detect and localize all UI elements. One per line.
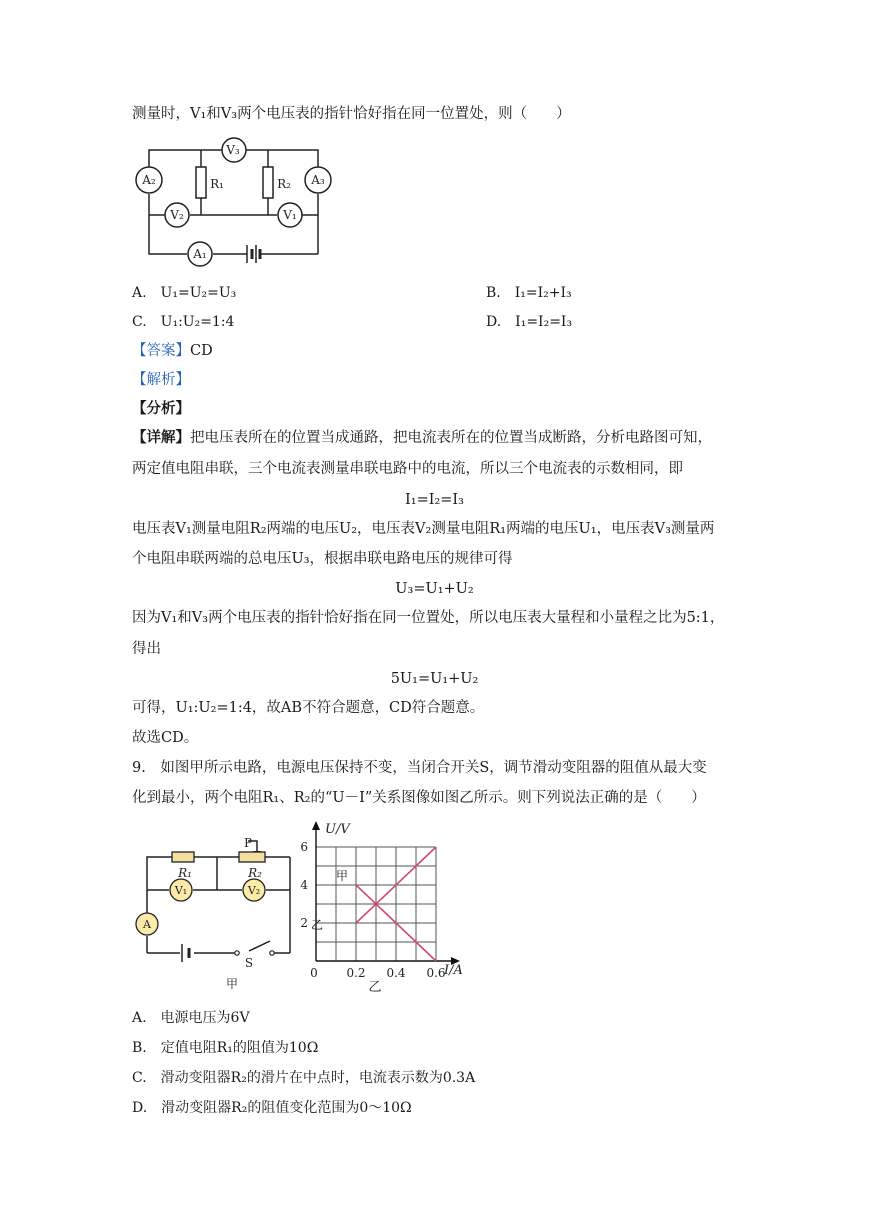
q9-option-d: D. 滑动变阻器R₂的阻值变化范围为0～10Ω	[132, 1100, 412, 1116]
q8-stem: 测量时，V₁和V₃两个电压表的指针恰好指在同一位置处，则（ ）	[132, 106, 571, 122]
q9-stem-1: 9. 如图甲所示电路，电源电压保持不变，当闭合开关S，调节滑动变阻器的阻值从最大变	[132, 760, 707, 776]
x-axis-label: I/A	[444, 963, 463, 978]
q9-s-label: S	[244, 956, 254, 970]
detail-text-1: 把电压表所在的位置当成通路，把电流表所在的位置当成断路，分析电路图可知，	[190, 430, 712, 446]
q9-r1-label: R₁	[178, 866, 192, 880]
x-tick-label: 0.6	[426, 966, 446, 980]
detail-line-6: 得出	[132, 641, 161, 657]
detail-line-5: 因为V₁和V₃两个电压表的指针恰好指在同一位置处，所以电压表大量程和小量程之比为5:1，	[132, 610, 725, 626]
q9-v2-label: V₂	[247, 884, 261, 897]
x-tick-label: 0	[310, 966, 318, 980]
detail-tag: 【详解】	[132, 429, 190, 446]
q9-ui-graph	[300, 816, 475, 996]
q8-a2-label: A₂	[142, 173, 156, 187]
y-tick-label: 6	[300, 840, 308, 854]
q9-v1-label: V₁	[174, 884, 188, 897]
y-axis-label: U/V	[325, 822, 350, 837]
detail-line-3: 电压表V₁测量电阻R₂两端的电压U₂，电压表V₂测量电阻R₁两端的电压U₁，电压表V₃测量两	[132, 521, 715, 537]
x-tick-label: 0.2	[346, 966, 366, 980]
equation-3: 5U₁=U₁+U₂	[390, 671, 479, 687]
q9-option-b: B. 定值电阻R₁的阻值为10Ω	[132, 1040, 319, 1056]
q8-option-b: B. I₁=I₂+I₃	[486, 285, 572, 301]
detail-line-4: 个电阻串联两端的总电压U₃，根据串联电路电压的规律可得	[132, 551, 513, 567]
q8-v1-label: V₁	[283, 208, 297, 222]
equation-2: U₃=U₁+U₂	[395, 581, 474, 597]
answer-value: CD	[190, 343, 213, 359]
answer-tag: 【答案】	[132, 343, 190, 359]
q8-v2-label: V₂	[170, 208, 184, 222]
q9-p-label: P	[243, 836, 253, 850]
q8-r2-label: R₂	[277, 177, 291, 191]
y-axis-arrow	[312, 821, 320, 830]
q8-a1-label: A₁	[193, 247, 207, 261]
y-tick-label: 4	[300, 878, 308, 892]
detail-line-8: 故选CD。	[132, 730, 199, 746]
q8-answer	[132, 341, 213, 361]
q9-circuit-diagram	[132, 830, 304, 996]
x-tick-label: 0.4	[386, 966, 406, 980]
detail-line-1	[132, 428, 712, 448]
equation-1: I₁=I₂=I₃	[405, 492, 464, 508]
q9-option-c: C. 滑动变阻器R₂的滑片在中点时，电流表示数为0.3A	[132, 1070, 476, 1086]
q8-option-c: C. U₁:U₂=1:4	[132, 314, 235, 330]
q8-option-d: D. I₁=I₂=I₃	[486, 314, 573, 330]
q8-a3-label: A₃	[311, 173, 325, 187]
q9-option-a: A. 电源电压为6V	[132, 1010, 250, 1026]
graph-caption: 乙	[368, 980, 382, 995]
q8-r1-label: R₁	[210, 177, 224, 191]
q9-stem-2: 化到最小，两个电阻R₁、R₂的“U－I”关系图像如图乙所示。则下列说法正确的是（ ）	[132, 790, 706, 806]
q9-circuit-caption: 甲	[225, 977, 239, 991]
fenxi-tag: 【分析】	[132, 400, 190, 417]
q9-a-label: A	[143, 918, 151, 931]
q8-circuit-diagram	[132, 134, 334, 270]
q8-v3-label: V₃	[226, 143, 240, 157]
detail-line-2: 两定值电阻串联，三个电流表测量串联电路中的电流，所以三个电流表的示数相同，即	[132, 461, 683, 477]
series-label-jia: 甲	[336, 869, 349, 883]
q9-r2-label: R₂	[248, 866, 262, 880]
q8-option-a: A. U₁=U₂=U₃	[132, 285, 237, 301]
y-tick-label: 2	[300, 916, 308, 930]
analysis-tag: 【解析】	[132, 372, 190, 388]
series-label-yi: 乙	[311, 918, 324, 932]
detail-line-7: 可得，U₁:U₂=1:4，故AB不符合题意，CD符合题意。	[132, 700, 485, 716]
